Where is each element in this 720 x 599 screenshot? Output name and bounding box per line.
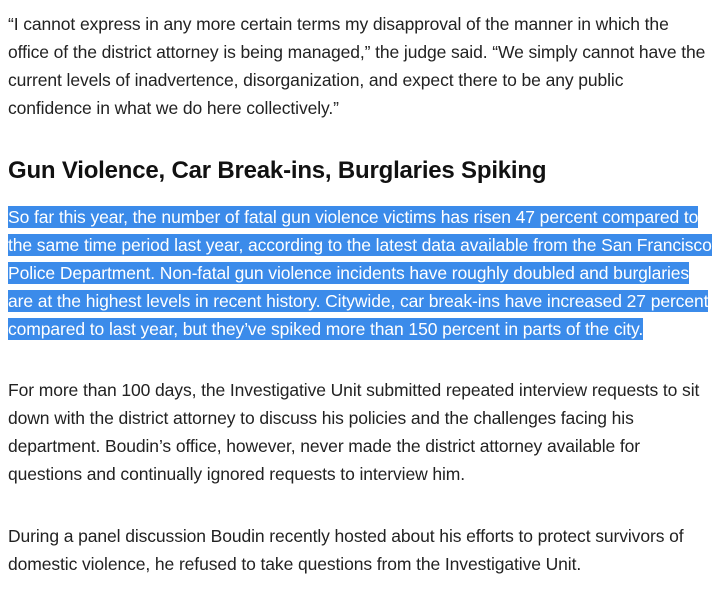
quote-paragraph: “I cannot express in any more certain terms my disapproval of the manner in which the office of the district attorney is being managed,” the judge said. “We simply cannot have the current levels of inadvertence, disorganization, and expect there to be any public confidence in what we do here collectively.” xyxy=(8,14,706,118)
section-heading: Gun Violence, Car Break-ins, Burglaries Spiking xyxy=(8,157,547,184)
highlighted-paragraph[interactable] xyxy=(8,203,714,343)
text-selection[interactable]: So far this year, the number of fatal gun violence victims has risen 47 percent compared to the same time period last year, according to the latest data available from the San Francisco Police Department. Non-fatal gun violence incidents have roughly doubled and burglaries are at the highest levels in recent history. Citywide, car break-ins have increased 27 percent compared to last year, but they’ve spiked more than 150 percent in parts of the city. xyxy=(8,207,712,339)
interview-paragraph: For more than 100 days, the Investigative Unit submitted repeated interview requests to sit down with the district attorney to discuss his policies and the challenges facing his department. Boudin’s office, however, never made the district attorney available for questions and continually ignored requests to interview him. xyxy=(8,380,700,484)
panel-paragraph: During a panel discussion Boudin recently hosted about his efforts to protect survivors of domestic violence, he refused to take questions from the Investigative Unit. xyxy=(8,526,684,574)
